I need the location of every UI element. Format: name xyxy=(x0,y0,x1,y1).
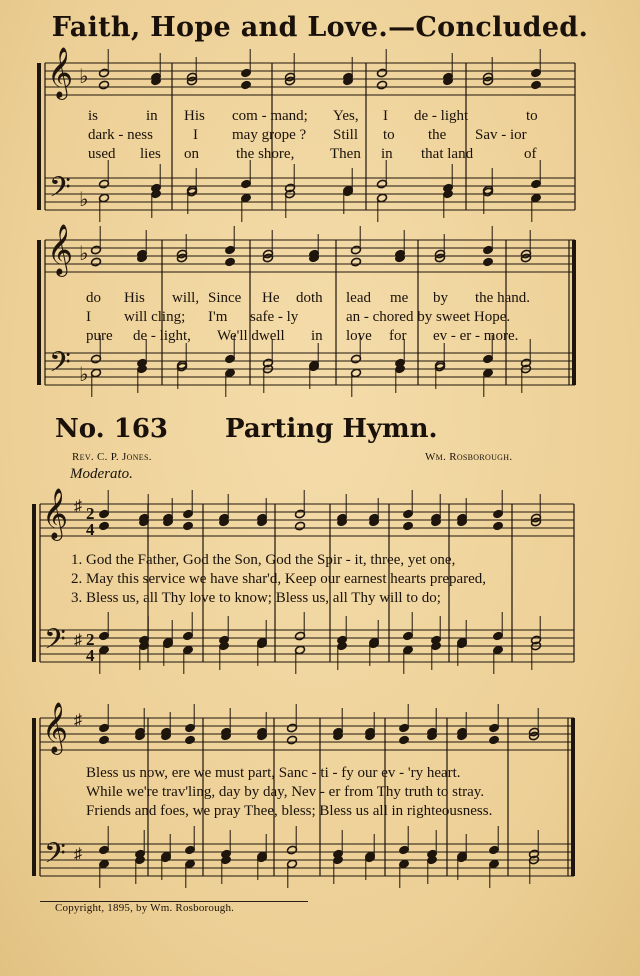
quarter-note xyxy=(403,521,414,531)
quarter-note xyxy=(99,735,110,745)
sharp-sign: ♯ xyxy=(74,712,82,729)
bass-clef: 𝄢 xyxy=(44,623,66,663)
quarter-note xyxy=(489,735,500,745)
lyric-word: in xyxy=(381,146,393,162)
lyric-word: I xyxy=(383,108,388,124)
lyric-word: I xyxy=(193,127,198,143)
tempo-marking: Moderato. xyxy=(70,466,133,482)
sharp-sign: ♯ xyxy=(74,498,82,515)
lyric-word: lies xyxy=(140,146,161,162)
lyric-word: an - chored by sweet Hope. xyxy=(346,309,511,325)
treble-clef: 𝄞 xyxy=(42,488,69,539)
lyric-word: will cling; xyxy=(124,309,186,325)
quarter-note xyxy=(183,521,194,531)
half-note xyxy=(295,521,306,531)
lyric-word: He xyxy=(262,290,280,306)
lyric-word: com - mand; xyxy=(232,108,308,124)
quarter-note xyxy=(241,80,252,90)
final-barline xyxy=(571,718,575,876)
lyric-word: the hand. xyxy=(475,290,530,306)
flat-sign: ♭ xyxy=(79,189,89,211)
lyric-word: Yes, xyxy=(333,108,359,124)
composer-credit: Wm. Rosborough. xyxy=(425,451,513,463)
flat-sign: ♭ xyxy=(79,66,89,88)
page-title: Faith, Hope and Love.—Concluded. xyxy=(51,12,589,43)
verse-line-1: 1. God the Father, God the Son, God the Spir - it, three, yet one, xyxy=(71,552,456,568)
quarter-note xyxy=(225,257,236,267)
lyric-word: lead xyxy=(346,290,371,306)
lyric-word: of xyxy=(524,146,537,162)
flat-sign: ♭ xyxy=(79,364,89,386)
system-bracket xyxy=(32,504,36,662)
quarter-note xyxy=(493,521,504,531)
lyric-word: in xyxy=(311,328,323,344)
bass-clef: 𝄢 xyxy=(49,346,71,386)
half-note xyxy=(377,80,388,90)
lyric-word: Sav - ior xyxy=(475,127,527,143)
lyric-word: in xyxy=(146,108,158,124)
time-signature: 2 xyxy=(86,630,95,649)
lyric-word: the xyxy=(428,127,447,143)
hymn-number: No. 163 xyxy=(55,414,169,444)
hymn-title: Parting Hymn. xyxy=(225,414,438,444)
lyric-word: safe - ly xyxy=(250,309,299,325)
half-note xyxy=(351,257,362,267)
lyric-word: Then xyxy=(330,146,361,162)
lyric-word: Still xyxy=(333,127,359,143)
lyric-word: me xyxy=(390,290,409,306)
treble-clef: 𝄞 xyxy=(47,224,74,275)
lyric-word: His xyxy=(124,290,145,306)
half-note xyxy=(99,80,110,90)
lyric-word: is xyxy=(88,108,99,124)
quarter-note xyxy=(399,735,410,745)
system-bracket xyxy=(32,718,36,876)
lyric-word: to xyxy=(526,108,538,124)
lyric-word: used xyxy=(88,146,116,162)
flat-sign: ♭ xyxy=(79,243,89,265)
lyric-word: by xyxy=(433,290,448,306)
lyric-word: do xyxy=(86,290,101,306)
bass-clef: 𝄢 xyxy=(49,171,71,211)
lyric-word: Since xyxy=(208,290,242,306)
half-note xyxy=(287,735,298,745)
lyric-word: will, xyxy=(172,290,200,306)
treble-clef: 𝄞 xyxy=(42,702,69,753)
lyric-word: doth xyxy=(296,290,323,306)
lyric-word: ev - er - more. xyxy=(433,328,519,344)
time-signature: 2 xyxy=(86,504,95,523)
lyricist-credit: Rev. C. P. Jones. xyxy=(72,451,152,463)
quarter-note xyxy=(99,521,110,531)
time-signature: 4 xyxy=(86,646,95,665)
bass-clef: 𝄢 xyxy=(44,837,66,877)
copyright-notice: Copyright, 1895, by Wm. Rosborough. xyxy=(55,902,235,914)
quarter-note xyxy=(531,80,542,90)
lyric-word: de - light xyxy=(414,108,469,124)
verse-line-3: Friends and foes, we pray Thee, bless; Bless us all in righteousness. xyxy=(86,803,493,819)
lyric-word: We'll dwell xyxy=(217,328,285,344)
lyric-word: pure xyxy=(86,328,113,344)
sharp-sign: ♯ xyxy=(74,632,82,649)
lyric-word: for xyxy=(389,328,407,344)
lyric-word: I'm xyxy=(208,309,228,325)
sharp-sign: ♯ xyxy=(74,846,82,863)
treble-clef: 𝄞 xyxy=(47,47,74,98)
lyric-word: that land xyxy=(421,146,474,162)
quarter-note xyxy=(185,735,196,745)
lyrics-system-2 xyxy=(0,290,640,350)
lyric-word: de - light, xyxy=(133,328,191,344)
verse-line-2: 2. May this service we have shar'd, Keep our earnest hearts prepared, xyxy=(71,571,487,587)
verse-line-2: While we're trav'ling, day by day, Nev - er from Thy truth to stray. xyxy=(86,784,485,800)
lyric-word: love xyxy=(346,328,372,344)
lyric-word: His xyxy=(184,108,205,124)
lyric-word: to xyxy=(383,127,395,143)
lyric-word: may grope ? xyxy=(232,127,307,143)
lyric-word: dark - ness xyxy=(88,127,153,143)
quarter-note xyxy=(483,257,494,267)
lyrics-system-1 xyxy=(0,108,640,168)
lyric-word: on xyxy=(184,146,199,162)
time-signature: 4 xyxy=(86,520,95,539)
lyric-word: I xyxy=(86,309,91,325)
verse-line-1: Bless us now, ere we must part, Sanc - ti - fy our ev - 'ry heart. xyxy=(86,765,461,781)
half-note xyxy=(91,257,102,267)
verse-line-3: 3. Bless us, all Thy love to know; Bless us, all Thy will to do; xyxy=(71,590,441,606)
lyric-word: the shore, xyxy=(236,146,295,162)
